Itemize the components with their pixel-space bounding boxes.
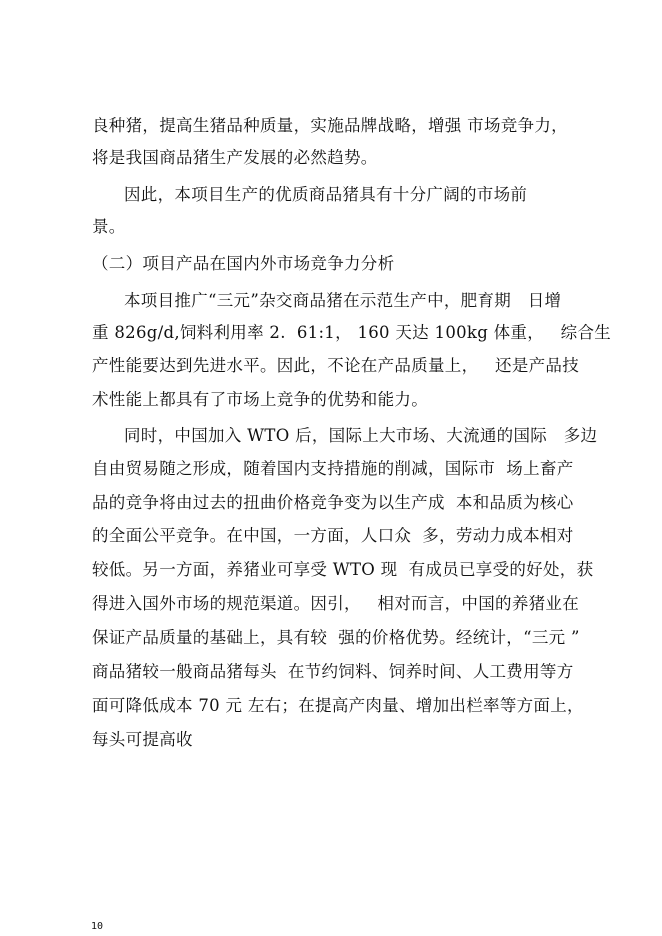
body-text-line: 因此，本项目生产的优质商品猪具有十分广阔的市场前 — [124, 185, 528, 204]
body-text-line: 保证产品质量的基础上，具有较 强的价格优势。经统计，“三元 ” — [92, 628, 580, 647]
body-text-line: 较低。另一方面，养猪业可享受 WTO 现 有成员已享受的好处，获 — [92, 560, 594, 579]
body-text-line: 术性能上都具有了市场上竞争的优势和能力。 — [92, 390, 428, 409]
body-text-line: 每头可提高收 — [92, 730, 193, 749]
body-text-line: 本项目推广“三元”杂交商品猪在示范生产中，肥育期 日增 — [124, 291, 562, 310]
body-text-line: 面可降低成本 70 元 左右；在提高产肉量、增加出栏率等方面上， — [92, 696, 584, 715]
body-text-line: 得进入国外市场的规范渠道。因引， 相对而言，中国的养猪业在 — [92, 594, 580, 613]
body-text-line: 景。 — [92, 217, 126, 236]
body-text-line: 品的竞争将由过去的扭曲价格竞争变为以生产成 本和品质为核心 — [92, 493, 574, 512]
section-heading: （二）项目产品在国内外市场竞争力分析 — [92, 254, 395, 273]
body-text-line: 重 826g/d,饲料利用率 2. 61:1， 160 天达 100kg 体重， 综合生 — [92, 323, 612, 342]
page-number: 10 — [91, 921, 104, 932]
body-text-line: 商品猪较一般商品猪每头 在节约饲料、饲养时间、人工费用等方 — [92, 662, 574, 681]
body-text-line: 同时，中国加入 WTO 后，国际上大市场、大流通的国际 多边 — [124, 426, 598, 445]
body-text-line: 良种猪，提高生猪品种质量，实施品牌战略，增强 市场竞争力， — [92, 116, 568, 135]
body-text-line: 将是我国商品猪生产发展的必然趋势。 — [92, 148, 378, 167]
body-text-line: 的全面公平竞争。在中国，一方面，人口众 多，劳动力成本相对 — [92, 526, 574, 545]
body-text-line: 产性能要达到先进水平。因此，不论在产品质量上， 还是产品技 — [92, 356, 580, 375]
body-text-line: 自由贸易随之形成，随着国内支持措施的削减，国际市 场上畜产 — [92, 459, 574, 478]
